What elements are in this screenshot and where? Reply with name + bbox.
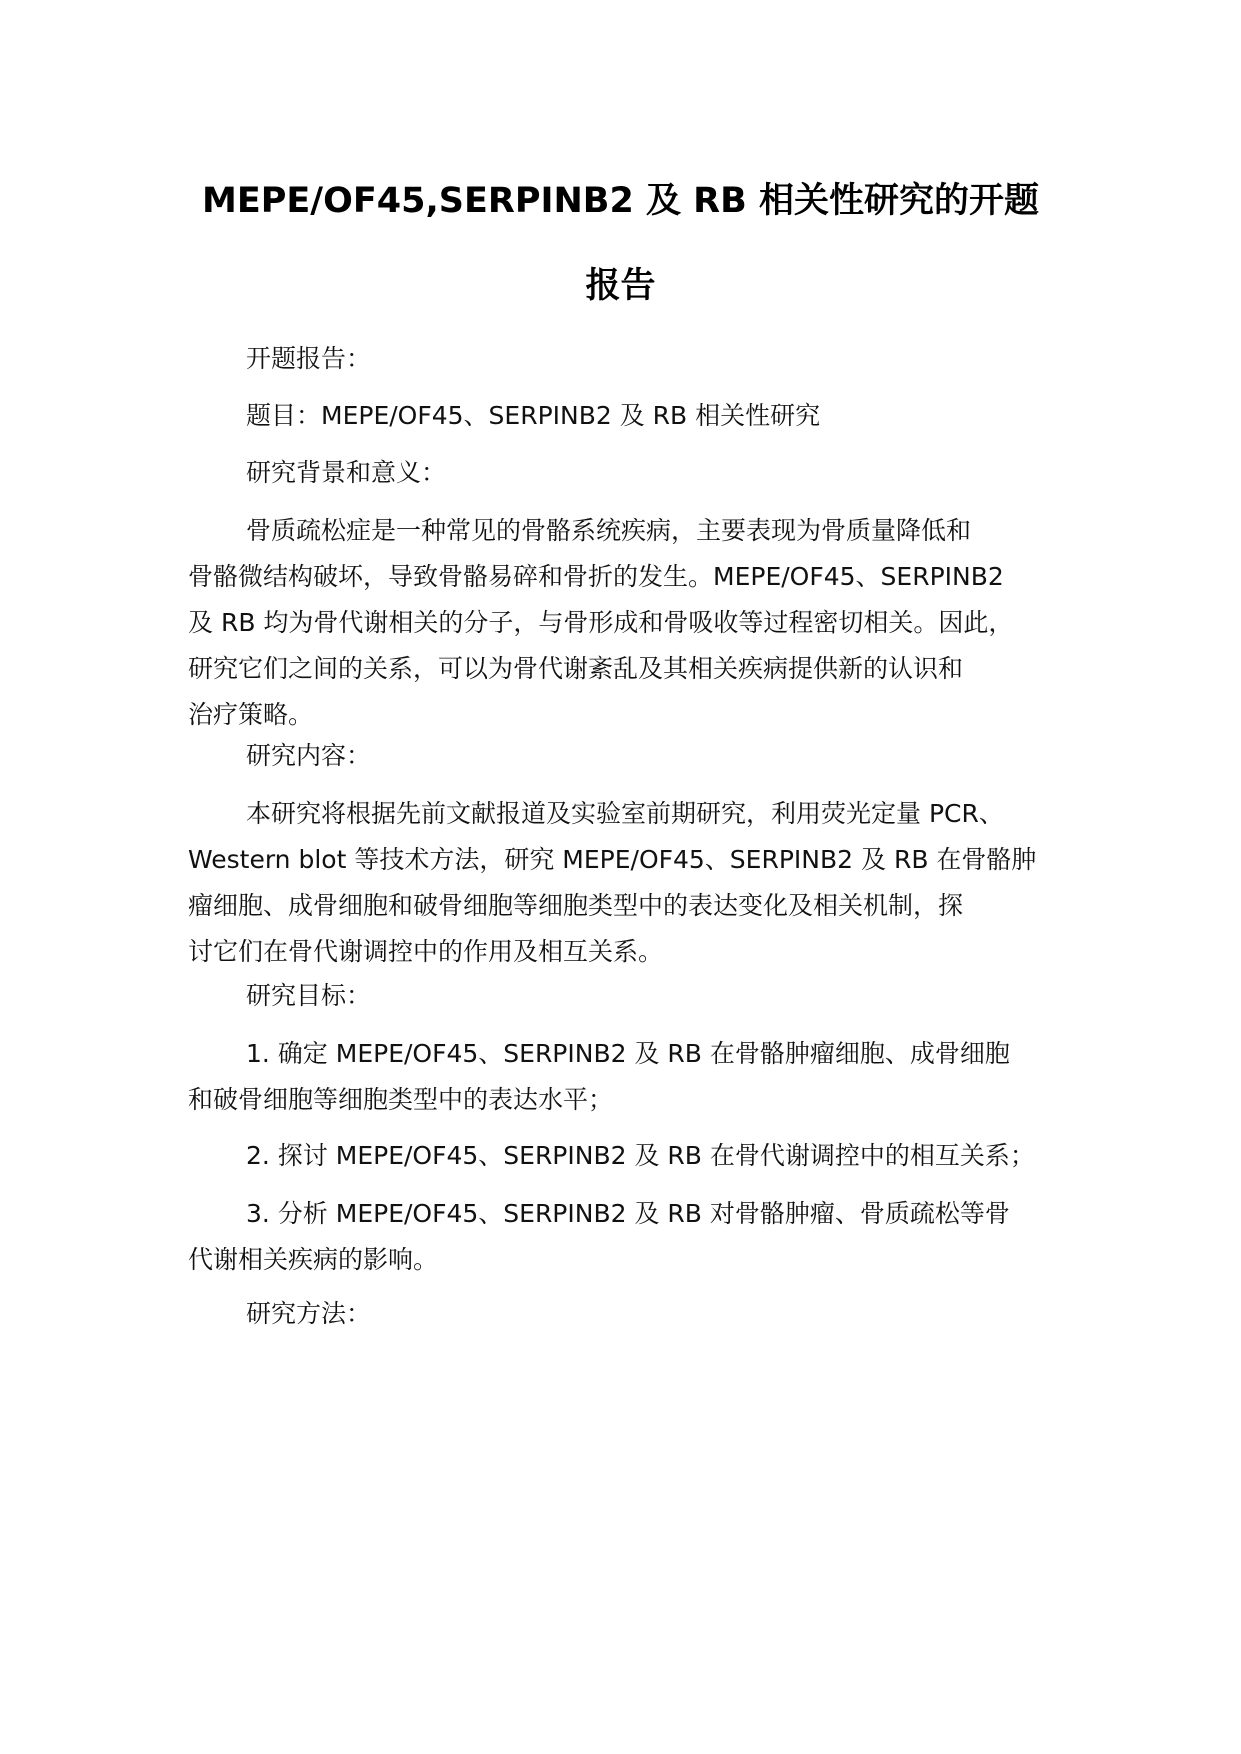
- paragraph-line: 瘤细胞、成骨细胞和破骨细胞等细胞类型中的表达变化及相关机制，探: [188, 891, 964, 920]
- paragraph-line: 3. 分析 MEPE/OF45、SERPINB2 及 RB 对骨骼肿瘤、骨质疏松等骨: [246, 1199, 1010, 1228]
- objective-item-1: [188, 1031, 1088, 1123]
- paragraph-line: 研究内容：: [246, 741, 372, 770]
- paragraph-line: Western blot 等技术方法，研究 MEPE/OF45、SERPINB2 及 RB 在骨骼肿: [188, 845, 1037, 874]
- paragraph-line: 研究它们之间的关系，可以为骨代谢紊乱及其相关疾病提供新的认识和: [188, 654, 964, 683]
- paragraph-content: [188, 791, 1088, 975]
- paragraph-line: 本研究将根据先前文献报道及实验室前期研究，利用荧光定量 PCR、: [246, 799, 1004, 828]
- paragraph-line: 研究目标：: [246, 981, 372, 1010]
- paragraph-line: 研究方法：: [246, 1299, 372, 1328]
- paragraph-topic: [188, 393, 1088, 439]
- document-title-line-1: MEPE/OF45,SERPINB2 及 RB 相关性研究的开题: [202, 181, 1039, 221]
- document-title-line-2: 报告: [585, 266, 656, 306]
- section-heading-content: [188, 733, 1088, 779]
- paragraph-line: 1. 确定 MEPE/OF45、SERPINB2 及 RB 在骨骼肿瘤细胞、成骨细胞: [246, 1039, 1010, 1068]
- objective-item-3: [188, 1191, 1088, 1283]
- paragraph-line: 讨它们在骨代谢调控中的作用及相互关系。: [188, 937, 664, 966]
- paragraph-background: [188, 508, 1088, 738]
- paragraph-line: 及 RB 均为骨代谢相关的分子，与骨形成和骨吸收等过程密切相关。因此，: [188, 608, 1014, 637]
- section-heading-background: [188, 450, 1088, 496]
- paragraph-line: 开题报告：: [246, 344, 372, 373]
- paragraph-line: 骨骼微结构破坏，导致骨骼易碎和骨折的发生。MEPE/OF45、SERPINB2: [188, 562, 1004, 591]
- section-heading-methods: [188, 1291, 1088, 1337]
- paragraph-line: 和破骨细胞等细胞类型中的表达水平；: [188, 1085, 614, 1114]
- paragraph-line: 题目：MEPE/OF45、SERPINB2 及 RB 相关性研究: [246, 401, 821, 430]
- objective-item-2: [188, 1133, 1088, 1179]
- paragraph-report-heading: [188, 336, 1088, 382]
- paragraph-line: 2. 探讨 MEPE/OF45、SERPINB2 及 RB 在骨代谢调控中的相互关系；: [246, 1141, 1035, 1170]
- paragraph-line: 骨质疏松症是一种常见的骨骼系统疾病，主要表现为骨质量降低和: [246, 516, 972, 545]
- paragraph-line: 代谢相关疾病的影响。: [188, 1245, 439, 1274]
- section-heading-objectives: [188, 973, 1088, 1019]
- paragraph-line: 研究背景和意义：: [246, 458, 447, 487]
- paragraph-line: 治疗策略。: [188, 700, 314, 729]
